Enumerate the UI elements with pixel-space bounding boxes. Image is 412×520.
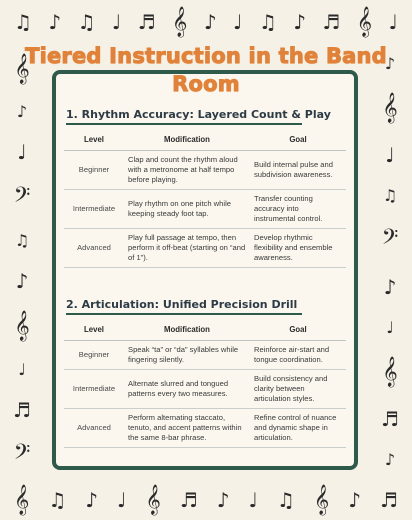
table-row: [64, 370, 346, 409]
music-note-icon: ♫: [14, 10, 32, 34]
treble-clef-icon: 𝄞: [14, 311, 30, 342]
table-row: [64, 229, 346, 268]
column-header-level: Level: [64, 129, 124, 151]
treble-clef-icon: 𝄞: [14, 54, 30, 84]
table-row: [64, 409, 346, 448]
music-note-icon: ♪: [293, 10, 306, 34]
modification-cell: Speak “ta” or “da” syllables while fingering silently.: [124, 341, 250, 370]
music-note-icon: ♩: [111, 10, 122, 34]
section-heading: 1. Rhythm Accuracy: Layered Count & Play: [64, 108, 346, 127]
modification-cell: Perform alternating staccato, tenuto, and accent patterns within the same 8-bar phrase.: [124, 409, 250, 448]
treble-clef-icon: 𝄞: [313, 485, 330, 515]
music-note-icon: ♫: [258, 10, 277, 34]
goal-cell: Build consistency and clarity between articulation styles.: [250, 370, 346, 409]
music-note-icon: ♩: [17, 140, 27, 165]
treble-clef-icon: 𝄞: [145, 485, 161, 515]
level-cell: Advanced: [64, 409, 124, 448]
bottom-note-border: [14, 480, 398, 520]
goal-cell: Transfer counting accuracy into instrumental control.: [250, 190, 346, 229]
heading-underline: [66, 313, 302, 315]
music-note-icon: ♪: [383, 274, 397, 299]
music-note-icon: ♩: [388, 10, 398, 34]
bass-clef-icon: 𝄢: [13, 439, 31, 470]
section-rhythm-accuracy: [64, 108, 346, 268]
music-note-icon: ♪: [16, 102, 28, 122]
music-note-icon: ♫: [382, 185, 398, 205]
table-header-row: [64, 319, 346, 341]
top-note-border: [14, 2, 398, 42]
music-note-icon: ♫: [276, 488, 295, 512]
music-note-icon: ♪: [48, 10, 62, 34]
treble-clef-icon: 𝄞: [14, 485, 30, 515]
column-header-goal: Goal: [250, 129, 346, 151]
treble-clef-icon: 𝄞: [382, 357, 398, 388]
modification-cell: Play full passage at tempo, then perform it off-beat (starting on “and of 1”).: [124, 229, 250, 268]
column-header-level: Level: [64, 319, 124, 341]
level-cell: Advanced: [64, 229, 124, 268]
music-note-icon: ♪: [203, 10, 217, 34]
heading-underline: [66, 123, 302, 125]
bass-clef-icon: 𝄢: [13, 182, 31, 213]
goal-cell: Reinforce air-start and tongue coordination.: [250, 341, 346, 370]
music-note-icon: ♪: [384, 54, 396, 73]
right-note-border: [372, 56, 408, 468]
rhythm-table: [64, 129, 346, 268]
level-cell: Intermediate: [64, 190, 124, 229]
treble-clef-icon: 𝄞: [382, 93, 398, 124]
treble-clef-icon: 𝄞: [356, 7, 373, 37]
modification-cell: Alternate slurred and tongued patterns every two measures.: [124, 370, 250, 409]
music-note-icon: ♬: [137, 10, 156, 34]
column-header-modification: Modification: [124, 129, 250, 151]
music-note-icon: ♫: [14, 230, 30, 250]
music-note-icon: ♫: [77, 10, 96, 34]
column-header-goal: Goal: [250, 319, 346, 341]
music-note-icon: ♩: [18, 359, 26, 379]
music-note-icon: ♪: [384, 449, 396, 469]
music-note-icon: ♪: [15, 269, 29, 294]
music-note-icon: ♩: [117, 488, 127, 512]
table-row: [64, 151, 346, 190]
music-note-icon: ♩: [385, 142, 395, 167]
bass-clef-icon: 𝄢: [381, 225, 399, 256]
music-note-icon: ♬: [13, 397, 31, 422]
goal-cell: Build internal pulse and subdivision awareness.: [250, 151, 346, 190]
level-cell: Intermediate: [64, 370, 124, 409]
content-card: [52, 70, 358, 470]
section-articulation: [64, 298, 346, 448]
table-header-row: [64, 129, 346, 151]
level-cell: Beginner: [64, 341, 124, 370]
goal-cell: Develop rhythmic flexibility and ensemble awareness.: [250, 229, 346, 268]
modification-cell: Play rhythm on one pitch while keeping steady foot tap.: [124, 190, 250, 229]
music-note-icon: ♪: [348, 488, 361, 512]
music-note-icon: ♬: [179, 488, 198, 512]
treble-clef-icon: 𝄞: [172, 7, 188, 37]
table-row: [64, 341, 346, 370]
music-note-icon: ♬: [322, 10, 341, 34]
music-note-icon: ♪: [216, 488, 230, 512]
music-note-icon: ♩: [386, 317, 394, 337]
section-heading: 2. Articulation: Unified Precision Drill: [64, 298, 346, 317]
modification-cell: Clap and count the rhythm aloud with a metronome at half tempo before playing.: [124, 151, 250, 190]
table-row: [64, 190, 346, 229]
level-cell: Beginner: [64, 151, 124, 190]
music-note-icon: ♫: [48, 488, 67, 512]
music-note-icon: ♬: [379, 488, 398, 512]
left-note-border: [4, 56, 40, 468]
articulation-table: [64, 319, 346, 448]
music-note-icon: ♩: [248, 488, 258, 512]
goal-cell: Refine control of nuance and dynamic shape in articulation.: [250, 409, 346, 448]
page-title: Tiered Instruction in the Band Room: [25, 44, 387, 96]
music-note-icon: ♪: [85, 488, 99, 512]
music-note-icon: ♩: [233, 10, 243, 34]
column-header-modification: Modification: [124, 319, 250, 341]
music-note-icon: ♬: [381, 406, 399, 431]
